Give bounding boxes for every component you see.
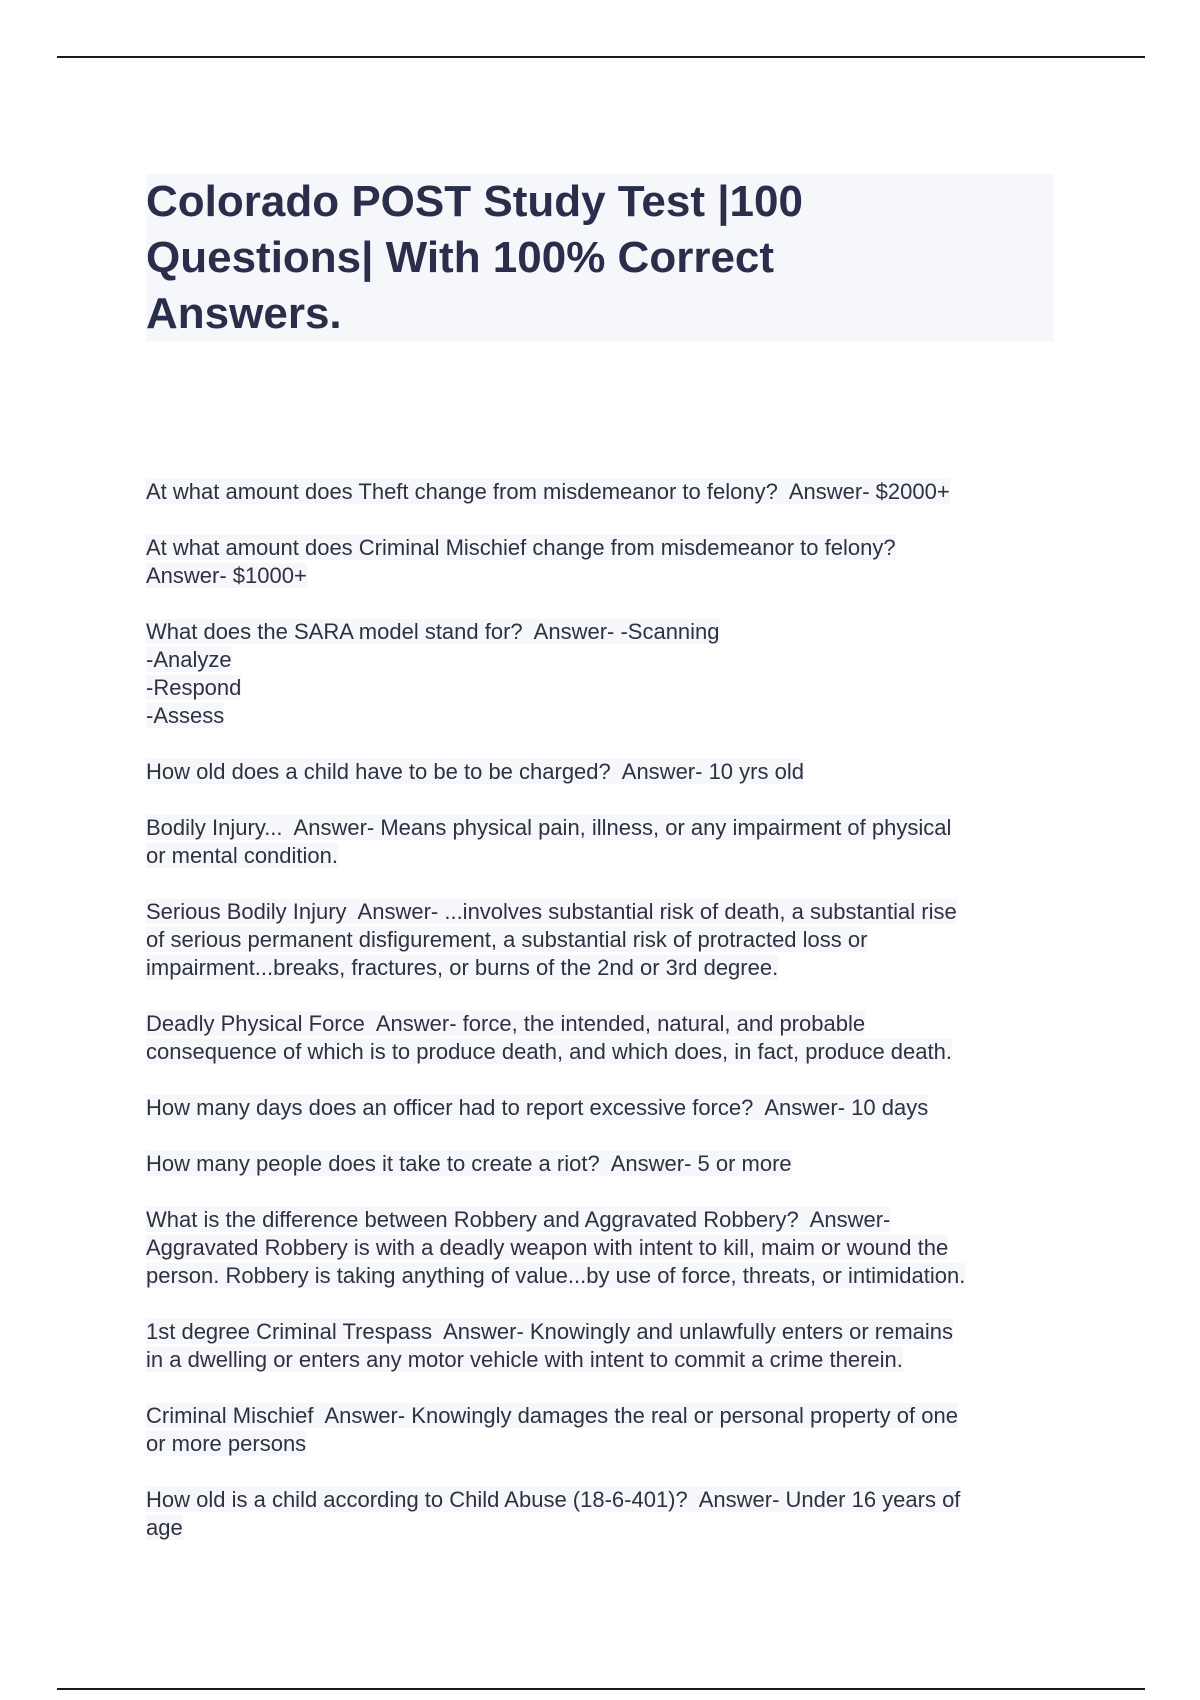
qa-line: age — [146, 1515, 183, 1540]
qa-item-9 — [146, 1150, 1066, 1178]
qa-line: At what amount does Criminal Mischief change from misdemeanor to felony? — [146, 535, 896, 560]
title-line: Questions| With 100% Correct — [146, 233, 775, 282]
qa-item-4 — [146, 758, 1066, 786]
qa-line: How many days does an officer had to report excessive force? Answer- 10 days — [146, 1095, 929, 1120]
qa-line: -Respond — [146, 675, 242, 700]
bottom-rule — [57, 1688, 1145, 1690]
qa-item-12 — [146, 1402, 1066, 1458]
qa-line: in a dwelling or enters any motor vehicle with intent to commit a crime therein. — [146, 1347, 903, 1372]
qa-line: of serious permanent disfigurement, a substantial risk of protracted loss or — [146, 927, 868, 952]
qa-line: -Assess — [146, 703, 225, 728]
qa-item-5 — [146, 814, 1066, 870]
qa-line: How many people does it take to create a riot? Answer- 5 or more — [146, 1151, 792, 1176]
qa-line: Deadly Physical Force Answer- force, the intended, natural, and probable — [146, 1011, 866, 1036]
qa-item-3 — [146, 618, 1066, 730]
qa-line: Answer- $1000+ — [146, 563, 307, 588]
qa-line: Aggravated Robbery is with a deadly weapon with intent to kill, maim or wound the — [146, 1235, 949, 1260]
document-title — [146, 174, 1026, 342]
qa-line: What does the SARA model stand for? Answer- -Scanning — [146, 619, 720, 644]
qa-item-10 — [146, 1206, 1066, 1290]
qa-line: 1st degree Criminal Trespass Answer- Knowingly and unlawfully enters or remains — [146, 1319, 954, 1344]
qa-line: Bodily Injury... Answer- Means physical pain, illness, or any impairment of physical — [146, 815, 952, 840]
qa-line: impairment...breaks, fractures, or burns of the 2nd or 3rd degree. — [146, 955, 779, 980]
qa-line: What is the difference between Robbery and Aggravated Robbery? Answer- — [146, 1207, 891, 1232]
qa-line: -Analyze — [146, 647, 232, 672]
title-line: Colorado POST Study Test |100 — [146, 177, 803, 226]
qa-line: At what amount does Theft change from misdemeanor to felony? Answer- $2000+ — [146, 479, 950, 504]
qa-item-11 — [146, 1318, 1066, 1374]
qa-item-8 — [146, 1094, 1066, 1122]
qa-item-2 — [146, 534, 1066, 590]
qa-item-1 — [146, 478, 1066, 506]
qa-line: Criminal Mischief Answer- Knowingly damages the real or personal property of one — [146, 1403, 958, 1428]
qa-item-13 — [146, 1486, 1066, 1542]
qa-line: or more persons — [146, 1431, 307, 1456]
qa-item-7 — [146, 1010, 1066, 1066]
qa-line: Serious Bodily Injury Answer- ...involves substantial risk of death, a substantial rise — [146, 899, 957, 924]
qa-line: person. Robbery is taking anything of value...by use of force, threats, or intimidation. — [146, 1263, 966, 1288]
qa-line: How old does a child have to be to be charged? Answer- 10 yrs old — [146, 759, 804, 784]
qa-line: consequence of which is to produce death, and which does, in fact, produce death. — [146, 1039, 952, 1064]
top-rule — [57, 56, 1145, 58]
qa-line: or mental condition. — [146, 843, 338, 868]
qa-line: How old is a child according to Child Abuse (18-6-401)? Answer- Under 16 years of — [146, 1487, 961, 1512]
qa-item-6 — [146, 898, 1066, 982]
question-answer-list — [146, 478, 1066, 1570]
title-line: Answers. — [146, 289, 342, 338]
